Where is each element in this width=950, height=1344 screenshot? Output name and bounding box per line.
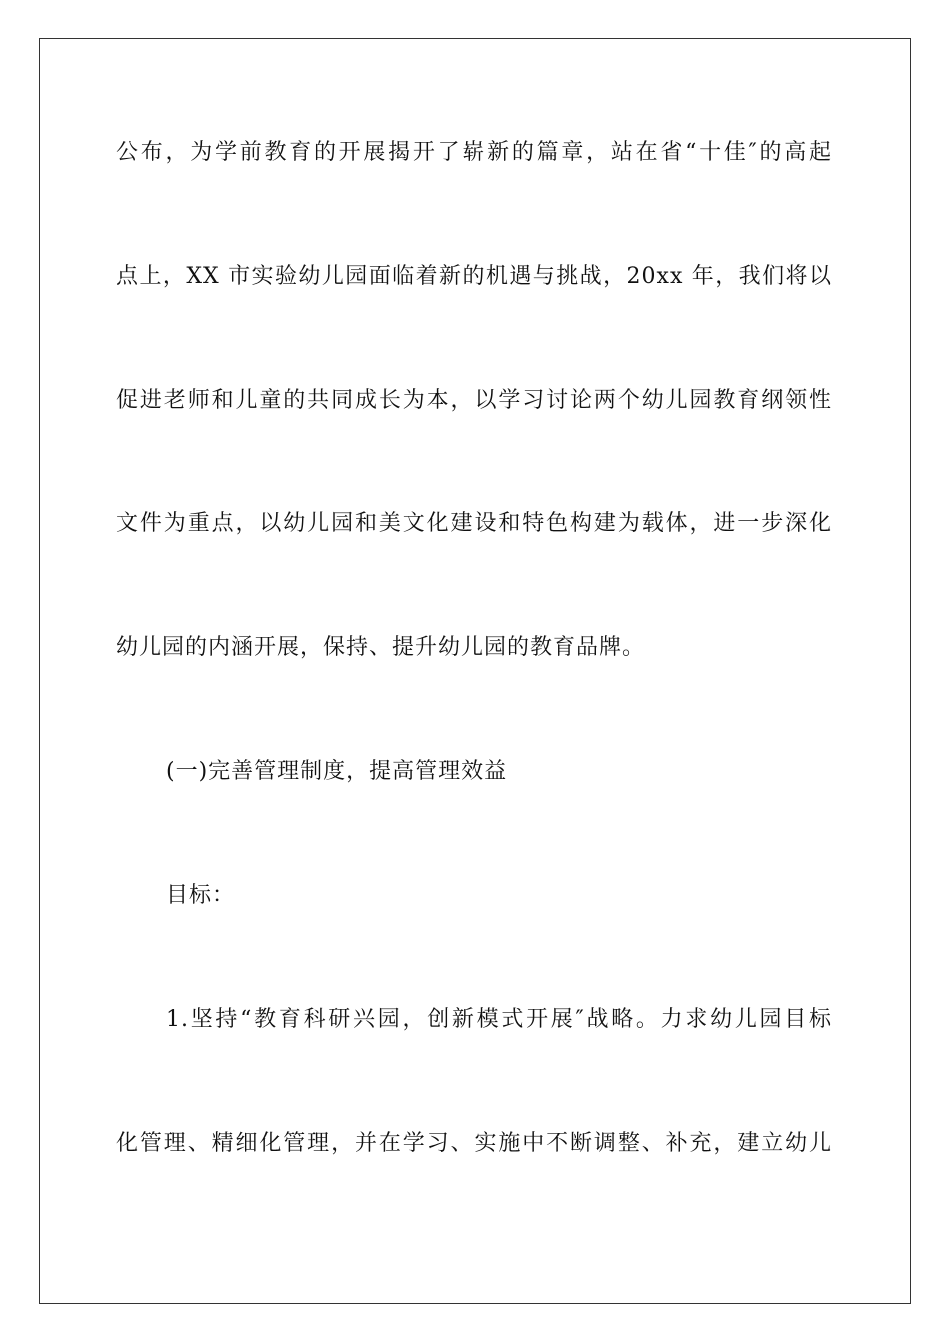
list-item-1-line-2: 化管理、精细化管理，并在学习、实施中不断调整、补充，建立幼儿 [116,1131,832,1156]
paragraph-line-4: 文件为重点，以幼儿园和美文化建设和特色构建为载体，进一步深化 [116,511,832,536]
page-border [39,38,911,1304]
paragraph-line-2: 点上，XX 市实验幼儿园面临着新的机遇与挑战，20xx 年，我们将以 [116,264,832,289]
paragraph-line-1: 公布，为学前教育的开展揭开了崭新的篇章，站在省“十佳″的高起 [116,140,832,165]
paragraph-line-3: 促进老师和儿童的共同成长为本，以学习讨论两个幼儿园教育纲领性 [116,388,832,413]
paragraph-line-5: 幼儿园的内涵开展，保持、提升幼儿园的教育品牌。 [116,635,646,660]
section-heading: (一)完善管理制度，提高管理效益 [166,759,508,784]
list-item-1-line-1: 1.坚持“教育科研兴园，创新模式开展″战略。力求幼儿园目标 [166,1007,832,1032]
goal-label: 目标： [166,883,236,908]
